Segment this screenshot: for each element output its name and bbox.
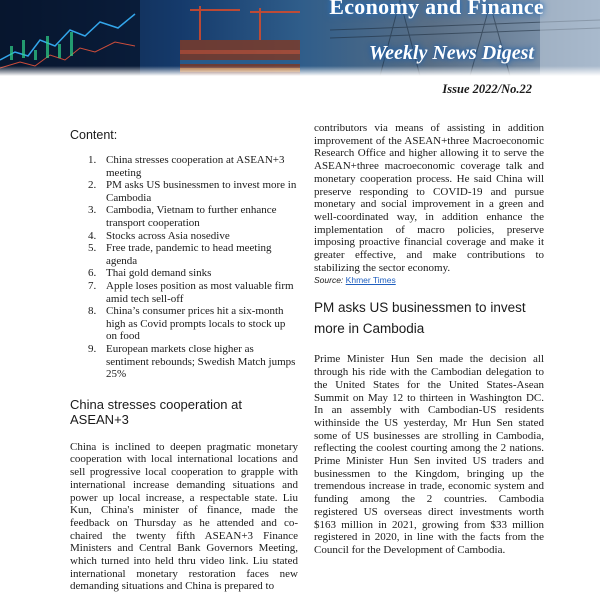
toc-item-text: China’s consumer prices hit a six-month high as Covid prompts locals to stock up on food [106,305,286,343]
toc-item-text: Thai gold demand sinks [106,267,212,280]
source-link[interactable]: Khmer Times [345,275,396,286]
article-1-body: China is inclined to deepen pragmatic monetary cooperation with local international locations and sell progressive local cooperation to grapple with international increase demanding situations and power up local increase, a respectable state. Liu Kun, China's minister of finance, made the feedback on Thursday as he attended and co-chaired the twenty fifth ASEAN+3 Finance Ministers and Central Bank Governors Meeting, which turned into held thru video link. Liu stated international monetary restoration faces new demanding situations and China is prepared to [70,440,298,593]
banner-fade [0,66,600,76]
article-1-continuation: contributors via means of assisting in addition improvement of the ASEAN+three Macroeconomic Research Office and higher allowing it to serve the ASEAN+three macroeconomic coverage talk and monetary cooperation process. He said China will preserve responding to COVID-19 and pursue monetary and social improvement in a green and well-coordinated way, in addition enhance the implementation of macro policies, preserve imposing proactive financial coverage and make it greater effective, and make contributions to stabilizing the sector economy. [314,122,544,274]
toc-item-text: European markets close higher as sentiment rebounds; Swedish Match jumps 25% [106,342,296,381]
toc-item-text: China stresses cooperation at ASEAN+3 meeting [106,154,285,179]
toc-item [70,242,298,267]
article-2-title: PM asks US businessmen to invest more in Cambodia [314,300,526,337]
source-label: Source: [314,275,344,286]
toc-item [70,267,298,280]
toc-item-number: 2. [88,179,97,192]
toc-item-number: 3. [88,204,97,217]
table-of-contents [70,154,298,381]
toc-item-number: 5. [88,242,97,255]
toc-item-number: 4. [88,229,97,242]
left-column [70,128,298,593]
toc-item [70,154,298,179]
toc-item [70,179,298,204]
toc-item-text: PM asks US businessmen to invest more in Cambodia [106,179,297,204]
toc-item-text: Apple loses position as most valuable firm amid tech sell-off [106,279,294,305]
article-2-body: Prime Minister Hun Sen made the decision all through his ride with the Cambodian delegation to the United States for the United States-Asean Summit on May 12 to thirteen in Washington DC. In an assembly with Cambodian-US residents withinside the US yesterday, Mr Hun Sen stated some of US businesses are strolling in Cambodia, reflecting the coolest courting among the 2 nations. Prime Minister Hun Sen invited US traders and businessmen to the Kingdom, bringing up the tremendous increase in trade, economic system and funding among the 2 countries. Cambodia registered US overseas direct investments worth $163 million in 2021, growing from $33 million registered in 2020, in line with the facts from the Council for the Development of Cambodia. [314,353,544,556]
toc-item [70,204,298,229]
article-1-title: China stresses cooperation at ASEAN+3 [70,396,242,427]
toc-item-number: 6. [88,267,97,280]
toc-item-number: 7. [88,279,97,292]
toc-item [70,343,298,381]
toc-item-number: 1. [88,154,97,166]
toc-item-number: 8. [88,305,97,318]
toc-heading: Content: [70,128,118,142]
toc-item-text: Cambodia, Vietnam to further enhance transport cooperation [106,204,277,229]
right-column [314,122,544,557]
toc-item-text: Stocks across Asia nosedive [106,229,230,242]
newsletter-subtitle: Weekly News Digest [368,42,534,64]
article-1-source [314,275,544,285]
toc-item-text: Free trade, pandemic to head meeting agenda [106,242,272,267]
issue-number: Issue 2022/No.22 [442,82,532,96]
toc-item [70,280,298,305]
header-banner [0,0,600,76]
toc-item [70,305,298,343]
newsletter-title: Economy and Finance [329,0,544,19]
toc-item-number: 9. [88,342,97,355]
toc-item [70,230,298,243]
